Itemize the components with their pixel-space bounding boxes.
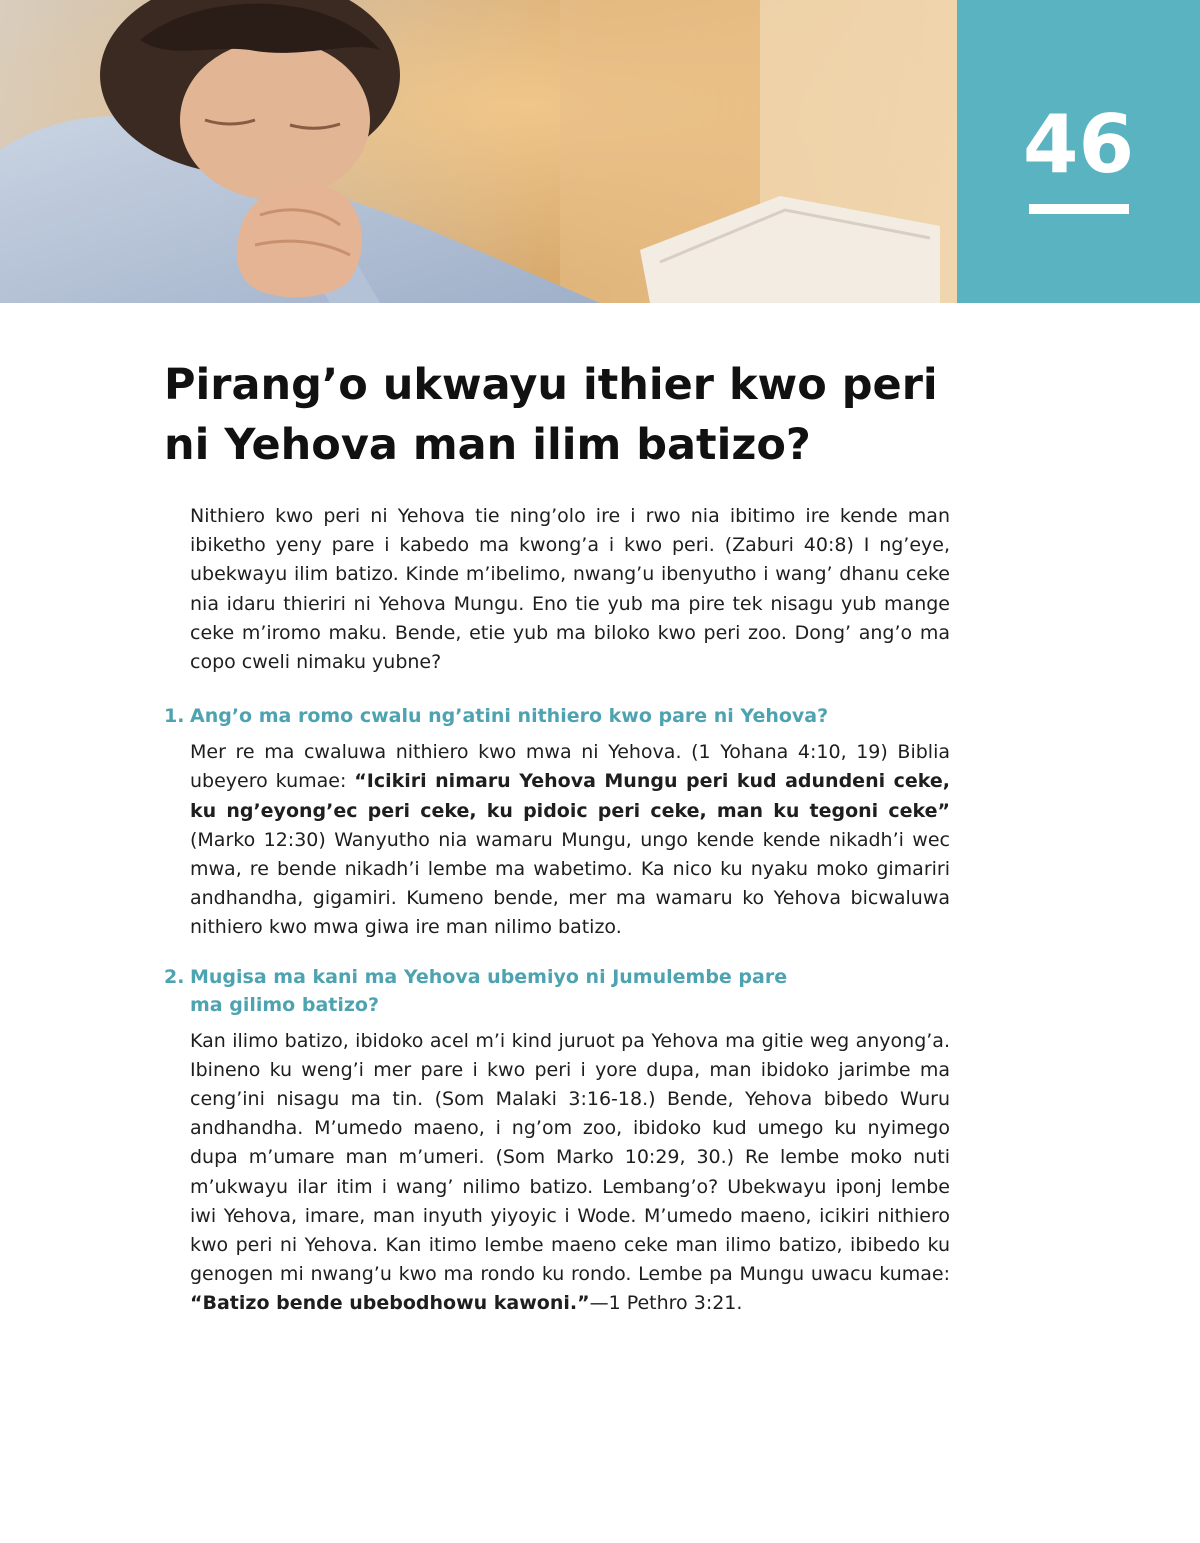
section-2-heading-text xyxy=(190,963,787,1019)
section-2-scripture-quote: “Batizo bende ubebodhowu kawoni.” xyxy=(190,1292,590,1315)
page-title-line-1: Pirang’o ukwayu ithier kwo peri xyxy=(164,360,938,410)
lesson-number-underline xyxy=(1029,204,1129,214)
page-title xyxy=(164,355,984,475)
intro-paragraph: Nithiero kwo peri ni Yehova tie ning’olo ire i rwo nia ibitimo ire kende man ibiketho yeny pare i kabedo ma kwong’a i kwo peri. (Zaburi 40:8) I ng’eye, ubekwayu ilim batizo. Kinde m’ibelimo, nwang’u ibenyutho i wang’ dhanu ceke nia idaru thieriri ni Yehova Mungu. Eno tie yub ma pire tek nisagu yub mange ceke m’iromo maku. Bende, etie yub ma biloko kwo peri zoo. Dong’ ang’o ma copo cweli nimaku yubne? xyxy=(190,505,950,674)
section-1-number: 1. xyxy=(164,705,185,728)
section-2-text-after: —1 Pethro 3:21. xyxy=(589,1292,743,1315)
section-1-text-after: (Marko 12:30) Wanyutho nia wamaru Mungu, ungo kende kende nikadh’i wec mwa, re bende nikadh’i lembe ma wabetimo. Ka nico ku nyaku moko gimariri andhandha, gigamiri. Kumeno bende, mer ma wamaru ko Yehova bicwaluwa nithiero kwo mwa giwa ire man nilimo batizo. xyxy=(190,828,950,939)
section-2-heading-line-1: Mugisa ma kani ma Yehova ubemiyo ni Jumulembe pare xyxy=(190,965,788,988)
section-1-heading-text: Ang’o ma romo cwalu ng’atini nithiero kwo pare ni Yehova? xyxy=(190,705,829,728)
page-title-line-2: ni Yehova man ilim batizo? xyxy=(164,420,811,470)
section-1-paragraph xyxy=(190,738,950,942)
section-2-number: 2. xyxy=(164,965,185,988)
section-1-scripture-quote: “Icikiri nimaru Yehova Mungu peri kud adundeni ceke, ku ng’eyong’ec peri ceke, ku pidoic peri ceke, man ku tegoni ceke” xyxy=(190,770,950,822)
section-2-heading xyxy=(164,963,950,1019)
section-2-heading-line-2: ma gilimo batizo? xyxy=(190,993,379,1016)
hero-photo xyxy=(0,0,957,303)
lesson-badge xyxy=(957,0,1200,303)
section-2-text-before: Kan ilimo batizo, ibidoko acel m’i kind juruot pa Yehova ma gitie weg anyong’a. Ibineno ku weng’i mer pare i kwo peri i yore dupa, man ibidoko jarimbe ma ceng’ini nisagu ma tin. (Som Malaki 3:16-18.) Bende, Yehova bibedo Wuru andhandha. M’umedo maeno, i ng’om zoo, ibidoko kud umego ku nyimego dupa m’umare man m’umeri. (Som Marko 10:29, 30.) Re lembe moko nuti m’ukwayu ilar itim i wang’ nilimo batizo. Lembang’o? Ubekwayu iponj lembe iwi Yehova, imare, man inyuth yiyoyic i Wode. M’umedo maeno, icikiri nithiero kwo peri ni Yehova. Kan itimo lembe maeno ceke man ilimo batizo, ibibedo ku genogen mi nwang’u kwo ma rondo ku rondo. Lembe pa Mungu uwacu kumae: xyxy=(190,1029,950,1286)
praying-man-photo-icon xyxy=(0,0,957,303)
lesson-content xyxy=(164,502,950,1319)
section-2-paragraph xyxy=(190,1027,950,1319)
lesson-number: 46 xyxy=(1022,98,1135,191)
section-1-text-before: Mer re ma cwaluwa nithiero kwo mwa ni Yehova. (1 Yohana 4:10, 19) Biblia ubeyero kumae: xyxy=(190,741,950,793)
section-1-heading xyxy=(164,702,950,730)
